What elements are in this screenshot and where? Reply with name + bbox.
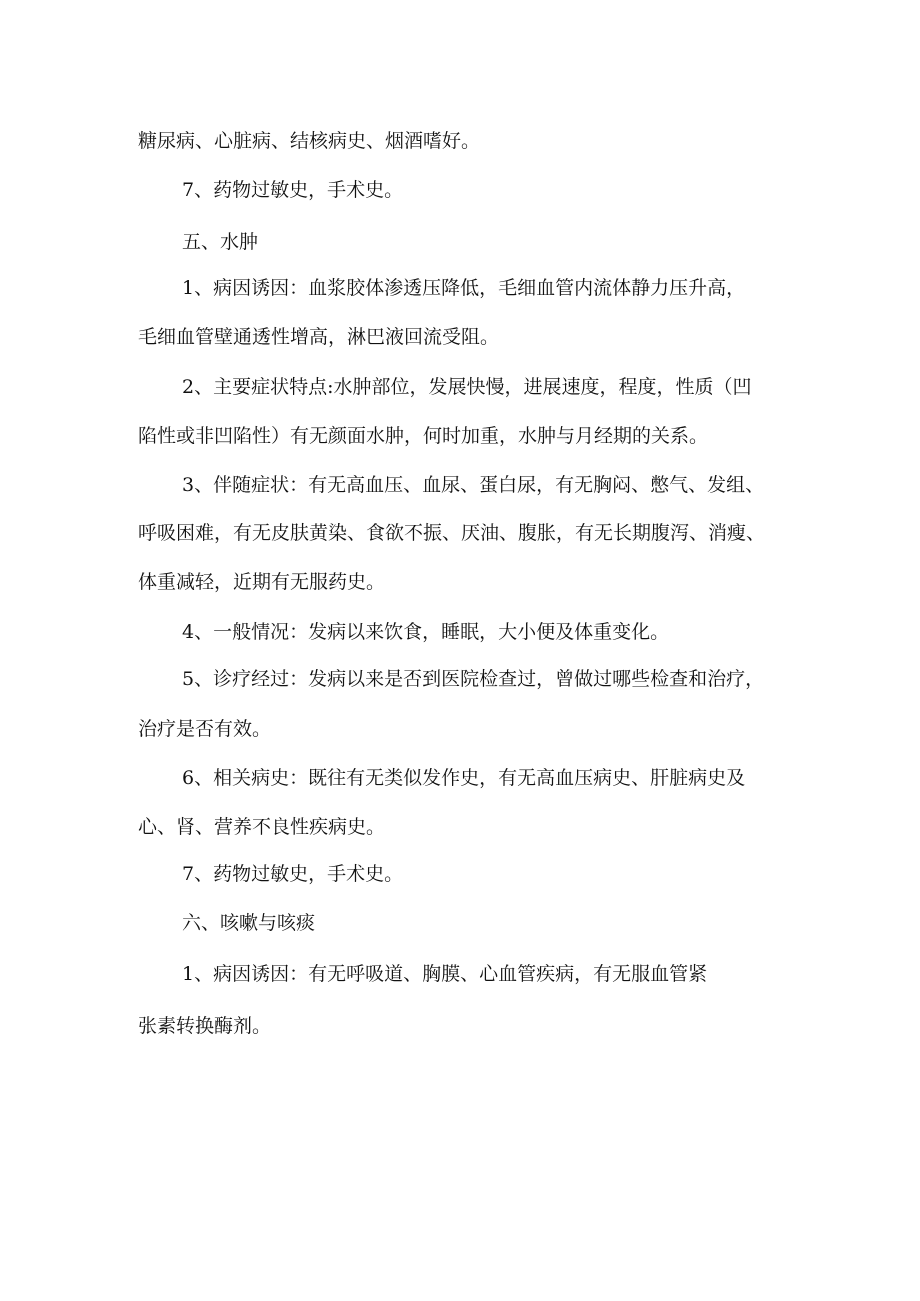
text-line: 呼吸困难，有无皮肤黄染、食欲不振、厌油、腹胀，有无长期腹泻、消瘦、 xyxy=(138,522,766,544)
text-line: 1、病因诱因：有无呼吸道、胸膜、心血管疾病，有无服血管紧 xyxy=(182,963,708,985)
text-line: 3、伴随症状：有无高血压、血尿、蛋白尿，有无胸闷、憋气、发组、 xyxy=(182,474,765,496)
text-line: 1、病因诱因：血浆胶体渗透压降低，毛细血管内流体静力压升高， xyxy=(182,277,746,299)
section-heading-edema: 五、水肿 xyxy=(182,231,259,253)
text-line: 陷性或非凹陷性）有无颜面水肿，何时加重，水肿与月经期的关系。 xyxy=(138,425,709,447)
text-line: 7、药物过敏史，手术史。 xyxy=(182,863,404,885)
text-line: 5、诊疗经过：发病以来是否到医院检查过，曾做过哪些检查和治疗， xyxy=(182,668,765,690)
text-line: 体重减轻，近期有无服药史。 xyxy=(138,571,386,593)
text-line: 7、药物过敏史，手术史。 xyxy=(182,179,404,201)
section-heading-cough: 六、咳嗽与咳痰 xyxy=(182,912,316,934)
text-line: 6、相关病史：既往有无类似发作史，有无高血压病史、肝脏病史及 xyxy=(182,767,746,789)
text-line: 4、一般情况：发病以来饮食，睡眠，大小便及体重变化。 xyxy=(182,621,670,643)
text-line: 毛细血管壁通透性增高，淋巴液回流受阻。 xyxy=(138,326,500,348)
text-line: 2、主要症状特点:水肿部位，发展快慢，进展速度，程度，性质（凹 xyxy=(182,376,752,398)
text-line: 糖尿病、心脏病、结核病史、烟酒嗜好。 xyxy=(138,130,481,152)
text-line: 治疗是否有效。 xyxy=(138,718,272,740)
text-line: 心、肾、营养不良性疾病史。 xyxy=(138,816,386,838)
text-line: 张素转换酶剂。 xyxy=(138,1015,272,1037)
